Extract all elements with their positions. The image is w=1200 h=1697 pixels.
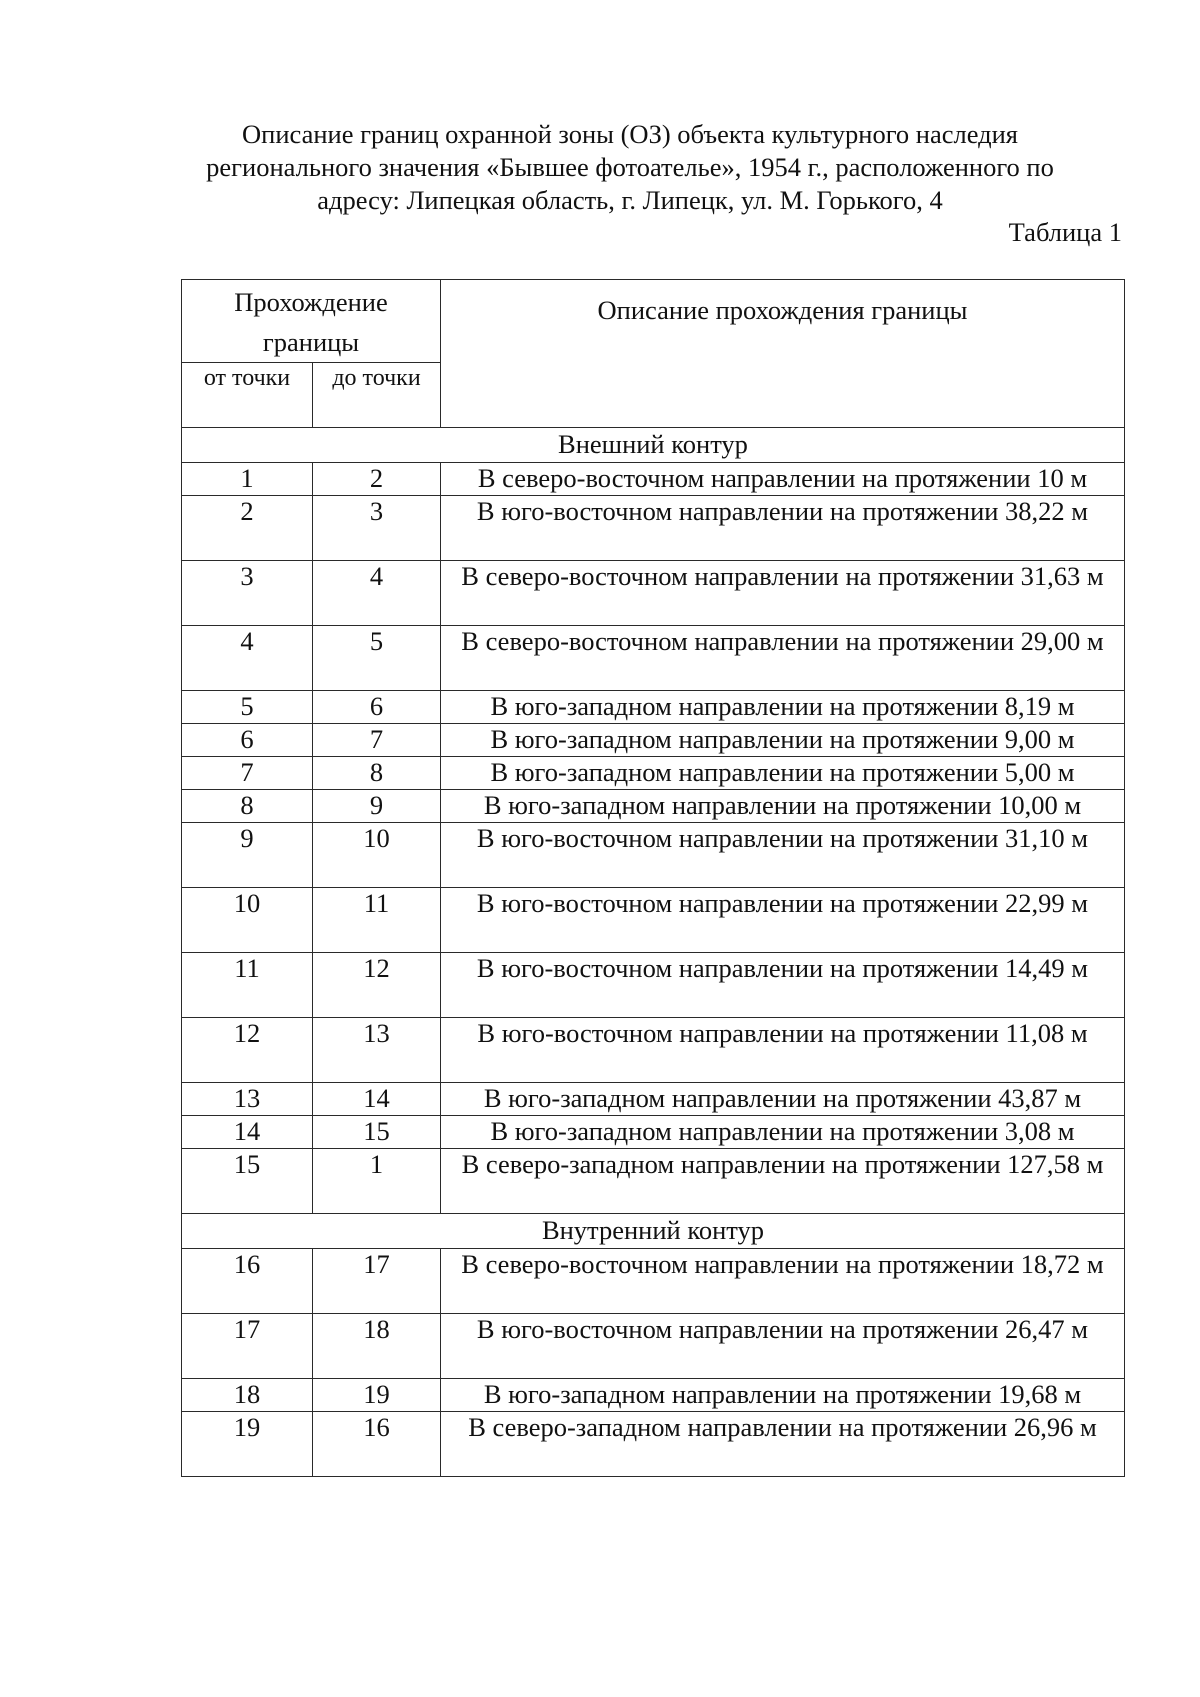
section-row bbox=[182, 428, 1125, 463]
from-point-cell: 6 bbox=[182, 724, 313, 757]
to-point-cell: 8 bbox=[313, 757, 441, 790]
from-point-cell: 9 bbox=[182, 823, 313, 888]
description-cell: В юго-восточном направлении на протяжении 22,99 м bbox=[441, 888, 1125, 953]
from-point-cell: 7 bbox=[182, 757, 313, 790]
table-row bbox=[182, 1116, 1125, 1149]
table-row bbox=[182, 496, 1125, 561]
description-cell: В юго-западном направлении на протяжении 8,19 м bbox=[441, 691, 1125, 724]
description-cell: В северо-восточном направлении на протяжении 31,63 м bbox=[441, 561, 1125, 626]
description-cell: В северо-западном направлении на протяжении 26,96 м bbox=[441, 1412, 1125, 1477]
title-line: Описание границ охранной зоны (ОЗ) объекта культурного наследия bbox=[242, 119, 1018, 149]
boundary-table bbox=[181, 279, 1125, 1477]
from-point-cell: 17 bbox=[182, 1314, 313, 1379]
description-cell: В северо-восточном направлении на протяжении 29,00 м bbox=[441, 626, 1125, 691]
from-point-cell: 11 bbox=[182, 953, 313, 1018]
from-point-cell: 13 bbox=[182, 1083, 313, 1116]
table-row bbox=[182, 1018, 1125, 1083]
description-cell: В юго-западном направлении на протяжении 3,08 м bbox=[441, 1116, 1125, 1149]
header-description: Описание прохождения границы bbox=[441, 280, 1125, 428]
from-point-cell: 10 bbox=[182, 888, 313, 953]
description-cell: В юго-восточном направлении на протяжении 38,22 м bbox=[441, 496, 1125, 561]
section-title: Внешний контур bbox=[182, 428, 1125, 463]
table-row bbox=[182, 953, 1125, 1018]
to-point-cell: 4 bbox=[313, 561, 441, 626]
from-point-cell: 16 bbox=[182, 1249, 313, 1314]
section-row bbox=[182, 1214, 1125, 1249]
section-title: Внутренний контур bbox=[182, 1214, 1125, 1249]
table-row bbox=[182, 463, 1125, 496]
from-point-cell: 4 bbox=[182, 626, 313, 691]
description-cell: В юго-западном направлении на протяжении 43,87 м bbox=[441, 1083, 1125, 1116]
document-title bbox=[150, 118, 1110, 217]
description-cell: В северо-восточном направлении на протяжении 18,72 м bbox=[441, 1249, 1125, 1314]
title-line: регионального значения «Бывшее фотоателье», 1954 г., расположенного по bbox=[206, 152, 1054, 182]
table-row bbox=[182, 823, 1125, 888]
from-point-cell: 1 bbox=[182, 463, 313, 496]
description-cell: В северо-западном направлении на протяжении 127,58 м bbox=[441, 1149, 1125, 1214]
header-to-point: до точки bbox=[313, 363, 441, 428]
description-cell: В юго-восточном направлении на протяжении 11,08 м bbox=[441, 1018, 1125, 1083]
from-point-cell: 12 bbox=[182, 1018, 313, 1083]
to-point-cell: 3 bbox=[313, 496, 441, 561]
description-cell: В юго-западном направлении на протяжении 5,00 м bbox=[441, 757, 1125, 790]
table-row bbox=[182, 1149, 1125, 1214]
description-cell: В юго-восточном направлении на протяжении 26,47 м bbox=[441, 1314, 1125, 1379]
table-body bbox=[182, 428, 1125, 1477]
to-point-cell: 2 bbox=[313, 463, 441, 496]
description-cell: В юго-восточном направлении на протяжении 14,49 м bbox=[441, 953, 1125, 1018]
to-point-cell: 12 bbox=[313, 953, 441, 1018]
to-point-cell: 7 bbox=[313, 724, 441, 757]
table-header-row bbox=[182, 280, 1125, 363]
to-point-cell: 1 bbox=[313, 1149, 441, 1214]
to-point-cell: 18 bbox=[313, 1314, 441, 1379]
to-point-cell: 15 bbox=[313, 1116, 441, 1149]
table-row bbox=[182, 1379, 1125, 1412]
from-point-cell: 3 bbox=[182, 561, 313, 626]
table-row bbox=[182, 757, 1125, 790]
to-point-cell: 6 bbox=[313, 691, 441, 724]
table-row bbox=[182, 790, 1125, 823]
table-row bbox=[182, 1412, 1125, 1477]
description-cell: В юго-западном направлении на протяжении 19,68 м bbox=[441, 1379, 1125, 1412]
description-cell: В юго-западном направлении на протяжении 9,00 м bbox=[441, 724, 1125, 757]
header-boundary-passage: Прохождение границы bbox=[182, 280, 441, 363]
table-row bbox=[182, 691, 1125, 724]
to-point-cell: 13 bbox=[313, 1018, 441, 1083]
table-row bbox=[182, 888, 1125, 953]
to-point-cell: 19 bbox=[313, 1379, 441, 1412]
table-row bbox=[182, 1249, 1125, 1314]
from-point-cell: 15 bbox=[182, 1149, 313, 1214]
from-point-cell: 8 bbox=[182, 790, 313, 823]
table-caption: Таблица 1 bbox=[1008, 217, 1122, 247]
from-point-cell: 5 bbox=[182, 691, 313, 724]
to-point-cell: 10 bbox=[313, 823, 441, 888]
table-row bbox=[182, 1314, 1125, 1379]
description-cell: В северо-восточном направлении на протяжении 10 м bbox=[441, 463, 1125, 496]
to-point-cell: 14 bbox=[313, 1083, 441, 1116]
to-point-cell: 11 bbox=[313, 888, 441, 953]
description-cell: В юго-западном направлении на протяжении 10,00 м bbox=[441, 790, 1125, 823]
table-row bbox=[182, 724, 1125, 757]
title-line: адресу: Липецкая область, г. Липецк, ул. М. Горького, 4 bbox=[317, 185, 943, 215]
to-point-cell: 9 bbox=[313, 790, 441, 823]
from-point-cell: 19 bbox=[182, 1412, 313, 1477]
from-point-cell: 14 bbox=[182, 1116, 313, 1149]
from-point-cell: 2 bbox=[182, 496, 313, 561]
to-point-cell: 5 bbox=[313, 626, 441, 691]
header-from-point: от точки bbox=[182, 363, 313, 428]
table-row bbox=[182, 561, 1125, 626]
table-row bbox=[182, 1083, 1125, 1116]
table-row bbox=[182, 626, 1125, 691]
to-point-cell: 17 bbox=[313, 1249, 441, 1314]
from-point-cell: 18 bbox=[182, 1379, 313, 1412]
description-cell: В юго-восточном направлении на протяжении 31,10 м bbox=[441, 823, 1125, 888]
to-point-cell: 16 bbox=[313, 1412, 441, 1477]
